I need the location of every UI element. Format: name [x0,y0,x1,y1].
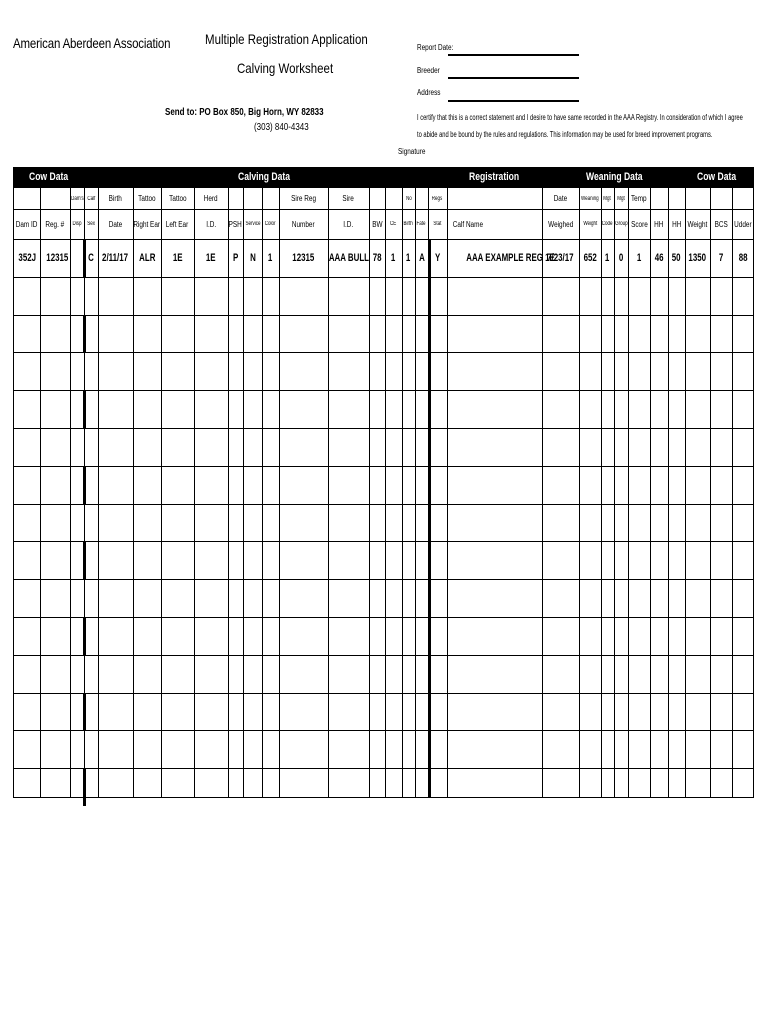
column-header-label: Code [602,221,613,227]
example-cell-value: 0 [618,251,624,264]
column-header-tattoo-right [133,209,161,239]
report-date-label: Report Date: [417,43,454,52]
example-cell-value: AAA EXAMPLE REG 1E [466,251,555,264]
column-header-top-cow-weight [685,188,710,209]
column-header-label: I.D. [206,219,216,229]
column-header-label: HH [654,219,664,229]
example-cell-udder[interactable] [732,239,754,277]
column-header-top-fate [415,188,428,209]
table-row[interactable] [13,617,754,655]
example-cell-value: 1E [206,251,216,264]
column-header-label: BCS [714,219,728,229]
column-header-top-label: Tattoo [138,194,156,203]
column-header-top-temp-score [628,188,650,209]
example-cell-value: 1 [636,251,642,264]
send-to-address: Send to: PO Box 850, Big Horn, WY 82833 [165,107,324,118]
column-header-top-dams-disp [70,188,84,209]
example-cell-cow-weight[interactable] [685,239,710,277]
section-calving-data: Calving Data [238,171,290,183]
table-row[interactable] [13,428,754,466]
breeder-label: Breeder [417,66,440,75]
column-header-label: Left Ear [166,219,189,229]
example-cell-value: 1350 [688,251,707,264]
column-header-ce [385,209,402,239]
table-row[interactable] [13,352,754,390]
example-cell-psh[interactable] [228,239,243,277]
example-cell-value: 12315 [292,251,315,264]
column-header-label: Number [292,219,315,229]
example-cell-calf-name[interactable] [447,239,555,277]
column-header-top-label: Mgt [617,195,625,202]
column-header-top-calf-name [447,188,542,209]
example-cell-weaning-weight[interactable] [579,239,601,277]
column-header-no-birth [402,209,415,239]
column-header-top-tattoo-right [133,188,161,209]
section-cow-data-right: Cow Data [697,171,737,183]
column-header-top-hh2 [668,188,685,209]
certify-line-1: I certify that this is a correct statement and I desire to have same recorded in the AAA Registry. In consideration of which I agree [417,113,743,122]
row-marker [83,768,86,806]
example-cell-value: 1 [406,251,411,264]
example-cell-birth-date[interactable] [98,239,133,277]
example-cell-dams-disp[interactable] [70,239,84,277]
column-header-cow-weight [685,209,710,239]
column-header-bcs [710,209,732,239]
column-header-hh2 [668,209,685,239]
column-header-top-service [243,188,262,209]
column-header-top-label: Dam's [70,195,84,202]
column-header-top-label: Birth [108,194,123,203]
column-header-top-birth-date [98,188,133,209]
table-row[interactable] [13,579,754,617]
column-header-label: Stat [433,221,442,227]
breeder-field[interactable] [448,77,579,79]
example-cell-value: ALR [138,251,156,264]
column-header-udder [732,209,754,239]
example-cell-value: 12315 [46,251,69,264]
column-header-mgt-code [601,209,614,239]
example-cell-value: N [249,251,256,264]
example-cell-service[interactable] [243,239,262,277]
column-header-top-label: Date [553,194,568,203]
column-header-temp-score [628,209,650,239]
column-header-label: Date [108,219,123,229]
table-row[interactable] [13,277,754,315]
phone-number: (303) 840-4343 [254,122,309,133]
column-header-dam-id [13,209,40,239]
example-cell-color[interactable] [262,239,279,277]
example-cell-value: 652 [583,251,597,264]
example-cell-value: AAA BULL [328,251,369,264]
table-row[interactable] [13,768,754,806]
column-header-tattoo-left [161,209,194,239]
column-header-label: BW [371,219,383,229]
example-cell-value: 78 [372,251,382,264]
column-header-birth-date [98,209,133,239]
column-header-label: Score [630,219,648,229]
column-header-sire-reg [279,209,328,239]
column-header-top-weaning-weight [579,188,601,209]
example-cell-hh1[interactable] [650,239,668,277]
example-cell-calf-sex[interactable] [84,239,98,277]
column-header-top-ce [385,188,402,209]
example-cell-dam-id[interactable] [13,239,42,277]
form-subtitle: Calving Worksheet [237,60,334,76]
signature-label: Signature [398,147,426,156]
column-header-service [243,209,262,239]
column-header-top-label: Weaning [581,195,599,202]
address-label: Address [417,88,441,97]
column-header-top-regs-stat [428,188,447,209]
column-header-top-label: Tattoo [168,194,187,203]
column-header-top-sire-id [328,188,369,209]
column-header-top-label: Sire Reg [291,194,316,203]
column-header-label: Weighed [547,219,574,229]
column-header-top-bcs [710,188,732,209]
column-header-label: Service [245,221,261,227]
example-cell-value: 1 [605,251,610,264]
column-header-label: Weight [687,219,708,229]
column-header-fate [415,209,428,239]
column-header-sire-id [328,209,369,239]
column-header-label: I.D. [343,219,354,229]
column-header-label: CE [390,221,397,227]
example-cell-date-weighed[interactable] [542,239,579,277]
column-header-top-tattoo-left [161,188,194,209]
example-cell-value: 50 [672,251,681,264]
column-header-top-mgt-code [601,188,614,209]
column-header-reg-no [40,209,70,239]
column-header-label: Reg. # [45,219,65,229]
column-header-top-color [262,188,279,209]
column-header-top-label: No [405,195,412,202]
address-field[interactable] [448,100,579,102]
column-header-hh1 [650,209,668,239]
column-header-bw [369,209,385,239]
example-cell-value: 7 [718,251,724,264]
column-header-top-label: Mgt [603,195,612,202]
example-cell-no-birth[interactable] [402,239,415,277]
example-cell-temp-score[interactable] [628,239,650,277]
section-header-bar [13,167,754,188]
example-cell-bcs[interactable] [710,239,732,277]
column-header-date-weighed [542,209,579,239]
column-header-label: Right Ear [133,219,161,229]
row-marker [83,541,86,579]
row-marker [83,315,86,353]
table-row[interactable] [13,504,754,542]
column-header-top-label: Temp [631,194,647,203]
example-cell-value: Y [434,251,441,264]
column-header-top-calf-sex [84,188,98,209]
section-cow-data-left: Cow Data [29,171,69,183]
example-cell-ce[interactable] [385,239,402,277]
column-header-label: Dam ID [15,219,38,229]
example-cell-value: C [88,251,94,264]
example-cell-reg-no[interactable] [40,239,72,277]
example-cell-herd-id[interactable] [194,239,228,277]
column-header-top-label: Sire [342,194,355,203]
column-header-top-udder [732,188,754,209]
example-cell-fate[interactable] [415,239,428,277]
example-cell-hh2[interactable] [668,239,685,277]
report-date-field[interactable] [448,54,579,56]
column-header-calf-name [447,209,544,239]
table-row[interactable] [13,390,754,428]
column-header-color [262,209,279,239]
row-marker [83,466,86,504]
column-header-top-date-weighed [542,188,579,209]
column-header-label: Fate [416,221,426,227]
certification-statement [417,109,743,143]
example-cell-mgt-code[interactable] [601,239,614,277]
column-header-herd-id [194,209,228,239]
column-header-top-no-birth [402,188,415,209]
certify-line-2: to abide and be bound by the rules and regulations. This information may be used for breed improvement programs. [417,130,713,139]
column-header-label: Disp [72,221,82,227]
column-header-label: HH [671,219,682,229]
example-cell-value: 46 [654,251,664,264]
row-marker [83,617,86,655]
column-header-regs-stat [428,209,447,239]
column-header-label: Group [614,221,628,227]
column-header-calf-sex [84,209,98,239]
organization-name: American Aberdeen Association [13,35,171,51]
column-header-top-sire-reg [279,188,328,209]
example-cell-value: 1E [172,251,183,264]
example-cell-value: 88 [738,251,748,264]
section-weaning-data: Weaning Data [586,171,643,183]
table-row[interactable] [13,693,754,731]
table-row[interactable] [13,541,754,579]
example-cell-value: 1 [268,251,273,264]
column-header-dams-disp [70,209,84,239]
example-cell-mgt-group[interactable] [614,239,628,277]
example-cell-value: 1 [391,251,396,264]
column-header-top-label: Calf [86,195,95,202]
row-marker [83,693,86,731]
calving-worksheet-table [13,167,754,798]
form-title: Multiple Registration Application [205,31,368,47]
example-cell-value: P [232,251,239,264]
column-header-top-mgt-group [614,188,628,209]
example-cell-value: 2/11/17 [102,251,129,264]
section-registration: Registration [469,171,520,183]
table-row[interactable] [13,315,754,353]
column-header-weaning-weight [579,209,601,239]
column-header-psh [228,209,243,239]
example-cell-sire-reg[interactable] [279,239,328,277]
column-header-label: Color [265,221,276,227]
example-cell-sire-id[interactable] [328,239,369,277]
example-cell-value: 352J [18,251,37,264]
column-header-top-label: Regs [432,195,443,202]
example-cell-value: A [418,251,425,264]
column-header-label: PSH [228,219,243,229]
example-cell-tattoo-left[interactable] [161,239,194,277]
example-cell-tattoo-right[interactable] [133,239,161,277]
column-header-label: Birth [403,221,414,227]
column-header-top-herd-id [194,188,228,209]
table-row[interactable] [13,730,754,768]
registration-divider [428,239,431,798]
row-marker [83,390,86,428]
column-header-mgt-group [614,209,628,239]
column-header-top-reg-no [40,188,70,209]
column-header-label: Sex [87,221,95,227]
column-header-top-psh [228,188,243,209]
column-header-label: Udder [734,219,752,229]
column-header-top-hh1 [650,188,668,209]
table-row[interactable] [13,655,754,693]
column-header-top-dam-id [13,188,40,209]
example-cell-value: 7/23/17 [547,251,574,264]
column-header-label: Weight [583,221,597,227]
column-header-top-bw [369,188,385,209]
table-row[interactable] [13,466,754,504]
row-marker [83,239,86,277]
column-header-label: Calf Name [452,219,484,229]
column-header-top-label: Herd [204,194,218,203]
example-cell-bw[interactable] [369,239,385,277]
